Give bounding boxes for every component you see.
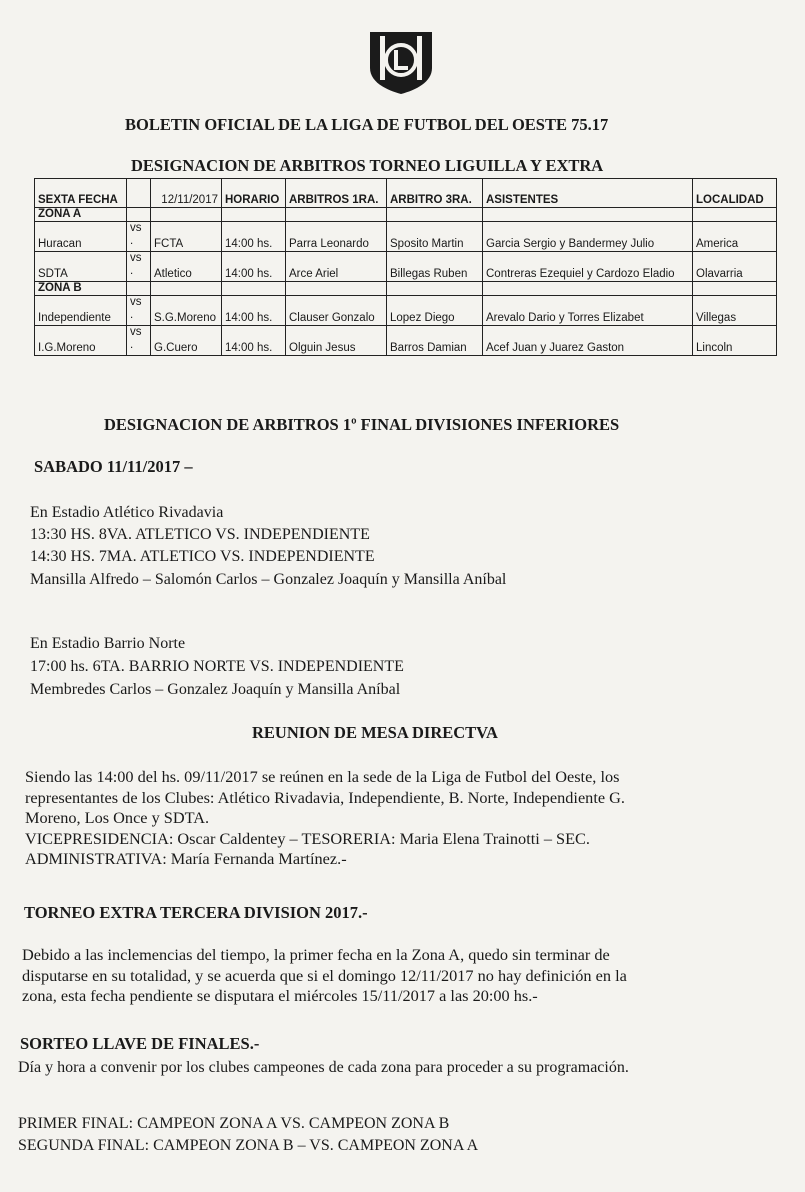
section2-title: DESIGNACION DE ARBITROS 1º FINAL DIVISIONES INFERIORES — [104, 415, 620, 434]
assistants: Acef Juan y Juarez Gaston — [483, 326, 693, 356]
referee-3: Lopez Diego — [387, 296, 483, 326]
referee-1: Parra Leonardo — [286, 222, 387, 252]
referee-3: Billegas Ruben — [387, 252, 483, 282]
block1-line: 13:30 HS. 8VA. ATLETICO VS. INDEPENDIENTE — [30, 526, 370, 543]
block2-line: 17:00 hs. 6TA. BARRIO NORTE VS. INDEPENDIENTE — [30, 658, 404, 675]
second-final: SEGUNDA FINAL: CAMPEON ZONA B – VS. CAMPEON ZONA A — [18, 1137, 479, 1154]
section4-title: TORNEO EXTRA TERCERA DIVISION 2017.- — [24, 903, 368, 922]
header-arbitro3: ARBITRO 3RA. — [387, 179, 483, 208]
table-header-row — [35, 179, 777, 208]
away-team: FCTA — [151, 222, 222, 252]
header-arbitros: ARBITROS 1RA. — [286, 179, 387, 208]
match-time: 14:00 hs. — [222, 222, 286, 252]
zone-b-label: ZONA B — [35, 282, 127, 296]
block2-line: Membredes Carlos – Gonzalez Joaquín y Mansilla Aníbal — [30, 681, 401, 698]
table-row — [35, 296, 777, 326]
zone-a-label: ZONA A — [35, 208, 127, 222]
section2-date-heading: SABADO 11/11/2017 – — [34, 457, 193, 476]
locality: Villegas — [693, 296, 777, 326]
header-asistentes: ASISTENTES — [483, 179, 693, 208]
header-date: 12/11/2017 — [151, 179, 222, 208]
meeting-line: VICEPRESIDENCIA: Oscar Caldentey – TESORERIA: Maria Elena Trainotti – SEC. — [25, 828, 590, 848]
tournament-line: Debido a las inclemencias del tiempo, la primer fecha en la Zona A, quedo sin terminar de — [22, 945, 610, 964]
assistants: Arevalo Dario y Torres Elizabet — [483, 296, 693, 326]
first-final: PRIMER FINAL: CAMPEON ZONA A VS. CAMPEON ZONA B — [18, 1115, 450, 1132]
header-fecha: SEXTA FECHA — [35, 179, 127, 208]
referee-1: Clauser Gonzalo — [286, 296, 387, 326]
meeting-line: ADMINISTRATIVA: María Fernanda Martínez.- — [25, 849, 347, 868]
tournament-paragraph — [22, 945, 774, 1007]
league-logo-icon — [366, 28, 436, 96]
block1-line: 14:30 HS. 7MA. ATLETICO VS. INDEPENDIENTE — [30, 548, 375, 565]
designation-table — [34, 178, 777, 356]
match-time: 14:00 hs. — [222, 326, 286, 356]
away-team: G.Cuero — [151, 326, 222, 356]
match-time: 14:00 hs. — [222, 252, 286, 282]
table-row — [35, 222, 777, 252]
assistants: Contreras Ezequiel y Cardozo Eladio — [483, 252, 693, 282]
referee-3: Barros Damian — [387, 326, 483, 356]
assistants: Garcia Sergio y Bandermey Julio — [483, 222, 693, 252]
section3-title: REUNION DE MESA DIRECTVA — [252, 723, 498, 742]
block1-line: En Estadio Atlético Rivadavia — [30, 504, 224, 521]
table-row — [35, 252, 777, 282]
zone-row — [35, 208, 777, 222]
vs-cell: vs . — [127, 296, 151, 326]
vs-cell: vs . — [127, 252, 151, 282]
match-time: 14:00 hs. — [222, 296, 286, 326]
referee-1: Olguin Jesus — [286, 326, 387, 356]
section1-title: DESIGNACION DE ARBITROS TORNEO LIGUILLA Y EXTRA — [131, 156, 604, 175]
meeting-line: Siendo las 14:00 del hs. 09/11/2017 se reúnen en la sede de la Liga de Futbol del Oeste, los — [25, 767, 620, 786]
block1-line: Mansilla Alfredo – Salomón Carlos – Gonzalez Joaquín y Mansilla Aníbal — [30, 571, 507, 588]
header-horario: HORARIO — [222, 179, 286, 208]
block2-line: En Estadio Barrio Norte — [30, 635, 186, 652]
section5-title: SORTEO LLAVE DE FINALES.- — [20, 1034, 260, 1053]
locality: Lincoln — [693, 326, 777, 356]
home-team: Independiente — [35, 296, 127, 326]
referee-1: Arce Ariel — [286, 252, 387, 282]
home-team: Huracan — [35, 222, 127, 252]
bulletin-title: BOLETIN OFICIAL DE LA LIGA DE FUTBOL DEL OESTE 75.17 — [125, 115, 609, 134]
referee-3: Sposito Martin — [387, 222, 483, 252]
meeting-line: Moreno, Los Once y SDTA. — [25, 808, 210, 827]
tournament-line: disputarse en su totalidad, y se acuerda que si el domingo 12/11/2017 no hay definición en la — [22, 965, 627, 985]
zone-row — [35, 282, 777, 296]
finals-note: Día y hora a convenir por los clubes campeones de cada zona para proceder a su programación. — [18, 1059, 629, 1076]
vs-cell: vs . — [127, 326, 151, 356]
table-row — [35, 326, 777, 356]
away-team: Atletico — [151, 252, 222, 282]
vs-cell: vs . — [127, 222, 151, 252]
meeting-line: representantes de los Clubes: Atlético Rivadavia, Independiente, B. Norte, Independiente G. — [25, 787, 625, 807]
header-vs — [127, 179, 151, 208]
locality: Olavarria — [693, 252, 777, 282]
header-localidad: LOCALIDAD — [693, 179, 777, 208]
away-team: S.G.Moreno — [151, 296, 222, 326]
home-team: I.G.Moreno — [35, 326, 127, 356]
meeting-paragraph — [25, 767, 777, 870]
locality: America — [693, 222, 777, 252]
home-team: SDTA — [35, 252, 127, 282]
tournament-line: zona, esta fecha pendiente se disputara el miércoles 15/11/2017 a las 20:00 hs.- — [22, 986, 538, 1005]
